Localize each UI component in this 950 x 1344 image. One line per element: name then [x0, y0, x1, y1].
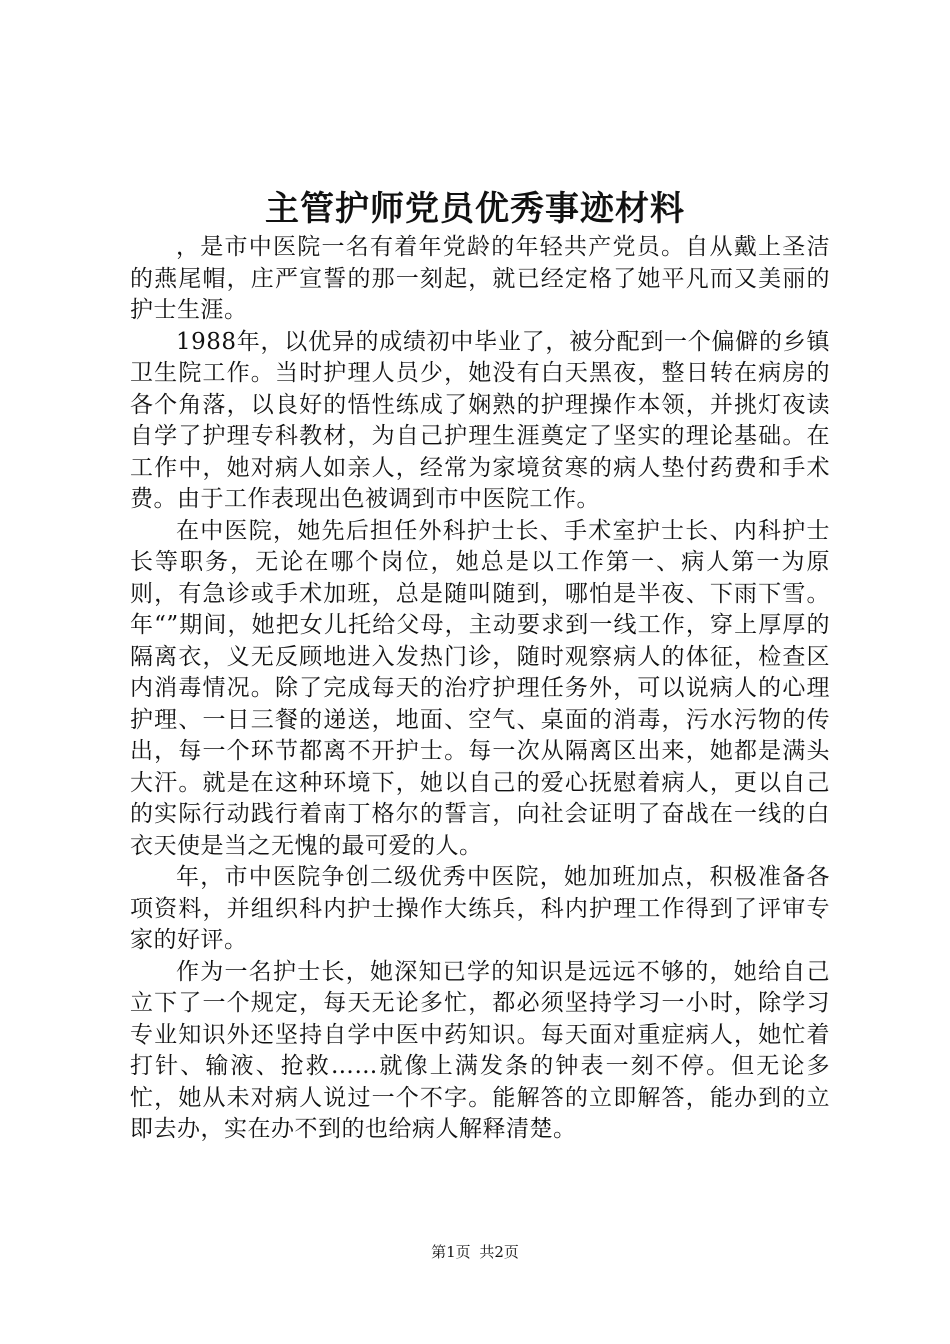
paragraph-3: 在中医院，她先后担任外科护士长、手术室护士长、内科护士长等职务，无论在哪个岗位，她总是以工作第一、病人第一为原则，有急诊或手术加班，总是随叫随到，哪怕是半夜、下雨下雪。年“”期间，她把女儿托给父母，主动要求到一线工作，穿上厚厚的隔离衣，义无反顾地进入发热门诊，随时观察病人的体征，检查区内消毒情况。除了完成每天的治疗护理任务外，可以说病人的心理护理、一日三餐的递送，地面、空气、桌面的消毒，污水污物的传出，每一个环节都离不开护士。每一次从隔离区出来，她都是满头大汗。就是在这种环境下，她以自己的爱心抚慰着病人，更以自己的实际行动践行着南丁格尔的誓言，向社会证明了奋战在一线的白衣天使是当之无愧的最可爱的人。	[130, 517, 830, 859]
page-footer	[0, 1242, 950, 1262]
page-number: 第1页	[431, 1243, 471, 1261]
paragraph-4: 年，市中医院争创二级优秀中医院，她加班加点，积极准备各项资料，并组织科内护士操作大练兵，科内护理工作得到了评审专家的好评。	[130, 864, 830, 953]
paragraph-5: 作为一名护士长，她深知已学的知识是远远不够的，她给自己立下了一个规定，每天无论多忙，都必须坚持学习一小时，除学习专业知识外还坚持自学中医中药知识。每天面对重症病人，她忙着打针、输液、抢救……就像上满发条的钟表一刻不停。但无论多忙，她从未对病人说过一个不字。能解答的立即解答，能办到的立即去办，实在办不到的也给病人解释清楚。	[130, 958, 830, 1142]
paragraph-2: 1988年，以优异的成绩初中毕业了，被分配到一个偏僻的乡镇卫生院工作。当时护理人员少，她没有白天黑夜，整日转在病房的各个角落，以良好的悟性练成了娴熟的护理操作本领，并挑灯夜读自学了护理专科教材，为自己护理生涯奠定了坚实的理论基础。在工作中，她对病人如亲人，经常为家境贫寒的病人垫付药费和手术费。由于工作表现出色被调到市中医院工作。	[130, 328, 830, 512]
page-total: 共2页	[479, 1243, 519, 1261]
document-title: 主管护师党员优秀事迹材料	[265, 189, 685, 229]
document-body	[130, 232, 830, 1146]
paragraph-1: ，是市中医院一名有着年党龄的年轻共产党员。自从戴上圣洁的燕尾帽，庄严宣誓的那一刻起，就已经定格了她平凡而又美丽的护士生涯。	[130, 234, 830, 323]
